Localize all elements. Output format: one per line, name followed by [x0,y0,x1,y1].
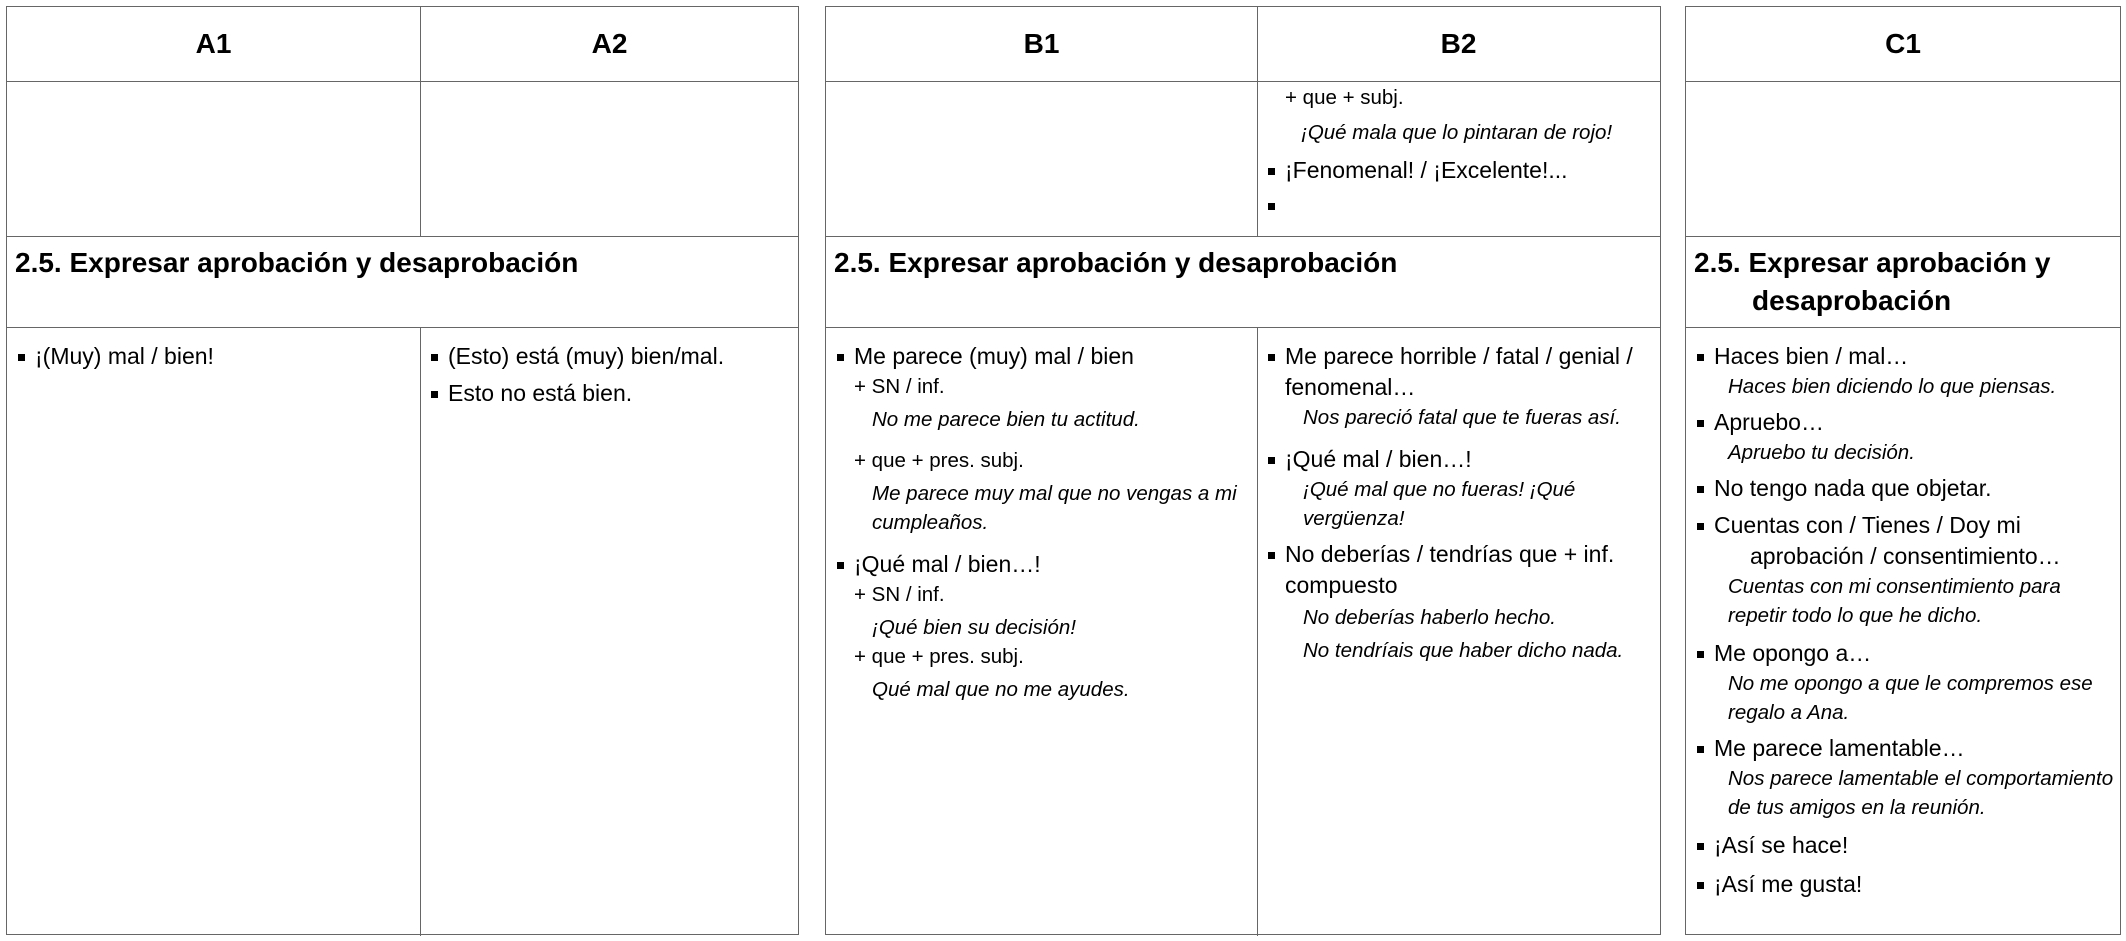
b2-item: No deberías / tendrías que + inf. [1267,539,1657,570]
b1-item: ¡Qué mal / bien…! [836,549,1251,580]
c1-example: repetir todo lo que he dicho. [1728,604,1983,627]
b1-example: Me parece muy mal que no vengas a mi [872,482,1237,505]
c1-example: Nos parece lamentable el comportamiento [1728,767,2114,790]
b1-sub: + SN / inf. [854,583,945,606]
row-divider [826,236,1660,237]
b2-item-cont: fenomenal… [1285,374,1416,400]
c1-example: Apruebo tu decisión. [1728,441,1915,464]
section-title-c-line1: 2.5. Expresar aprobación y [1694,247,2051,278]
b2-top-empty-item [1267,190,1657,221]
section-title-b: 2.5. Expresar aprobación y desaprobación [834,247,1398,278]
c1-item: ¡Así me gusta! [1696,869,2116,900]
c1-item: Me opongo a… [1696,638,2116,669]
a2-content [430,341,790,409]
c1-example: regalo a Ana. [1728,701,1850,724]
a1-content [17,341,412,372]
b1-content [836,341,1251,704]
column-header-b1: B1 [1023,28,1060,59]
row-divider [7,236,798,237]
row-divider [1686,327,2120,328]
column-header-b2: B2 [1440,28,1477,59]
panel-a [6,6,799,935]
b2-example: vergüenza! [1303,507,1405,530]
b1-item: Me parece (muy) mal / bien [836,341,1251,372]
c1-example: Haces bien diciendo lo que piensas. [1728,375,2057,398]
c1-item: No tengo nada que objetar. [1696,473,2116,504]
row-divider [1686,236,2120,237]
b2-top-content [1267,83,1657,221]
b1-example: No me parece bien tu actitud. [872,408,1140,431]
b2-example: Nos pareció fatal que te fueras así. [1303,406,1621,429]
b2-top-sub: + que + subj. [1285,86,1404,109]
b2-top-example: ¡Qué mala que lo pintaran de rojo! [1301,121,1613,144]
row-divider [826,327,1660,328]
panel-c [1685,6,2121,935]
b1-example: cumpleaños. [872,511,989,534]
b2-example: No deberías haberlo hecho. [1303,606,1557,629]
c1-item-cont: aprobación / consentimiento… [1750,543,2061,569]
c1-item: ¡Así se hace! [1696,830,2116,861]
column-header-c1: C1 [1885,28,1921,59]
b1-sub: + que + pres. subj. [854,449,1024,472]
row-divider [1686,81,2120,82]
c1-item: Apruebo… [1696,407,2116,438]
row-divider [7,81,798,82]
b2-item-cont: compuesto [1285,572,1398,598]
a2-item: Esto no está bien. [430,378,790,409]
b1-example: ¡Qué bien su decisión! [872,616,1076,639]
column-header-a2: A2 [591,28,628,59]
b1-sub: + SN / inf. [854,375,945,398]
column-header-a1: A1 [195,28,232,59]
b2-example: No tendríais que haber dicho nada. [1303,639,1624,662]
b2-example: ¡Qué mal que no fueras! ¡Qué [1303,478,1576,501]
c1-item: Cuentas con / Tienes / Doy mi [1696,510,2116,541]
c1-example: Cuentas con mi consentimiento para [1728,575,2061,598]
c1-item: Me parece lamentable… [1696,733,2116,764]
panel-b [825,6,1661,935]
c1-example: No me opongo a que le compremos ese [1728,672,2093,695]
a2-item: (Esto) está (muy) bien/mal. [430,341,790,372]
row-divider [7,327,798,328]
b2-item: Me parece horrible / fatal / genial / [1267,341,1657,372]
b2-top-item: ¡Fenomenal! / ¡Excelente!... [1267,155,1657,186]
section-title-c [1694,244,2050,320]
b2-item: ¡Qué mal / bien…! [1267,444,1657,475]
c1-example: de tus amigos en la reunión. [1728,796,1986,819]
b1-example: Qué mal que no me ayudes. [872,678,1130,701]
column-divider [1257,327,1258,936]
column-divider [420,327,421,936]
section-title-a: 2.5. Expresar aprobación y desaprobación [15,247,579,278]
section-title-c-line2: desaprobación [1752,285,1952,316]
b1-sub: + que + pres. subj. [854,645,1024,668]
c1-content [1696,341,2116,900]
b2-content [1267,341,1657,665]
row-divider [826,81,1660,82]
c1-item: Haces bien / mal… [1696,341,2116,372]
a1-item: ¡(Muy) mal / bien! [17,341,412,372]
